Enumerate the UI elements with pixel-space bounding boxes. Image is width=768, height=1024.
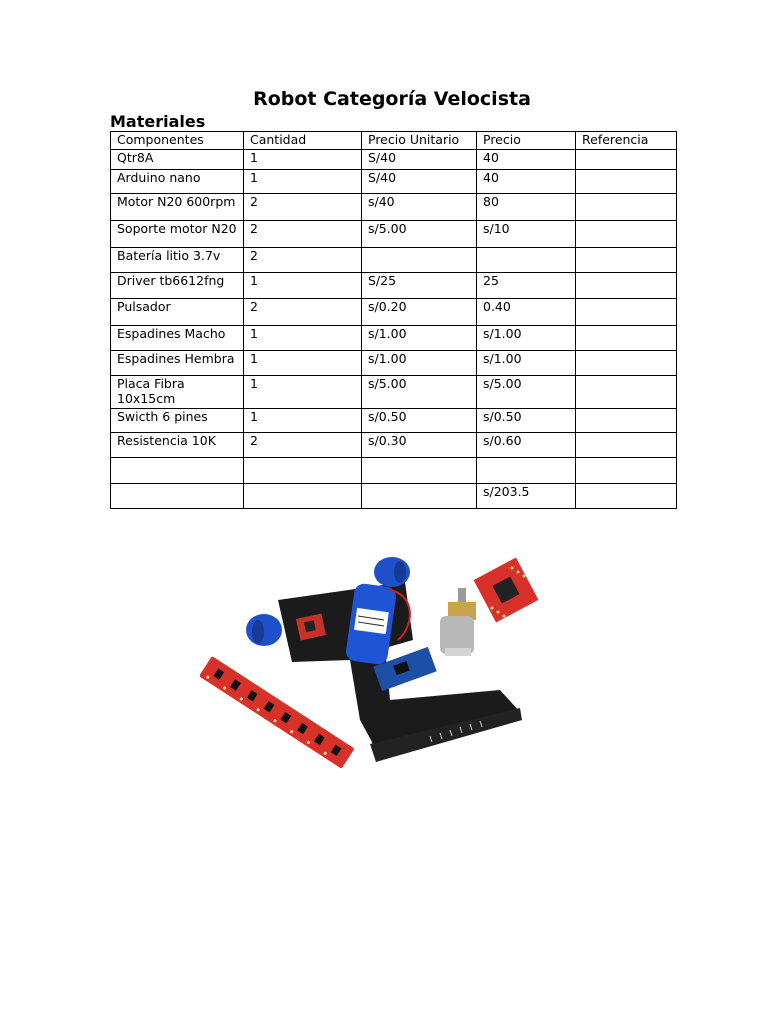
- cell-unitario: S/40: [362, 150, 477, 170]
- header-precio: Precio: [477, 132, 576, 150]
- cell-componente: Resistencia 10K: [111, 433, 244, 458]
- cell-unitario: s/5.00: [362, 221, 477, 248]
- cell-precio: s/5.00: [477, 376, 576, 409]
- cell-unitario: s/5.00: [362, 376, 477, 409]
- table-row: [111, 170, 677, 194]
- table-row: [111, 221, 677, 248]
- cell-cantidad: 1: [244, 326, 362, 351]
- cell-componente: Batería litio 3.7v: [111, 248, 244, 273]
- cell-cantidad: 2: [244, 194, 362, 221]
- cell-unitario: s/0.20: [362, 299, 477, 326]
- materials-table: [110, 131, 677, 509]
- cell-componente: Qtr8A: [111, 150, 244, 170]
- table-row: [111, 273, 677, 299]
- header-referencia: Referencia: [576, 132, 677, 150]
- cell-unitario: S/40: [362, 170, 477, 194]
- table-row: [111, 409, 677, 433]
- cell-precio: s/0.60: [477, 433, 576, 458]
- cell-componente: [111, 458, 244, 484]
- robot-kit-photo: [200, 530, 590, 830]
- cell-cantidad: [244, 458, 362, 484]
- cell-unitario: S/25: [362, 273, 477, 299]
- cell-referencia: [576, 150, 677, 170]
- table-row: [111, 299, 677, 326]
- cell-cantidad: 1: [244, 273, 362, 299]
- cell-referencia: [576, 376, 677, 409]
- section-heading: Materiales: [110, 112, 206, 131]
- cell-referencia: [576, 194, 677, 221]
- cell-referencia: [576, 409, 677, 433]
- cell-cantidad: 2: [244, 299, 362, 326]
- cell-cantidad: 1: [244, 170, 362, 194]
- header-componentes: Componentes: [111, 132, 244, 150]
- cell-cantidad: [244, 484, 362, 509]
- qtr8a-sensor-bar: [200, 656, 355, 769]
- cell-componente: Driver tb6612fng: [111, 273, 244, 299]
- cell-precio: s/1.00: [477, 351, 576, 376]
- cell-referencia: [576, 299, 677, 326]
- cell-precio: 40: [477, 150, 576, 170]
- cell-referencia: [576, 326, 677, 351]
- table-row: [111, 376, 677, 409]
- cell-referencia: [576, 484, 677, 509]
- cell-componente: Soporte motor N20: [111, 221, 244, 248]
- cell-cantidad: 1: [244, 150, 362, 170]
- cell-referencia: [576, 351, 677, 376]
- n20-gear-motor: [440, 588, 476, 656]
- table-total-row: [111, 484, 677, 509]
- cell-componente: Espadines Hembra: [111, 351, 244, 376]
- table-row: [111, 248, 677, 273]
- cell-unitario: [362, 458, 477, 484]
- cell-componente: Motor N20 600rpm: [111, 194, 244, 221]
- cell-componente: Swicth 6 pines: [111, 409, 244, 433]
- cell-precio: 25: [477, 273, 576, 299]
- cell-precio: [477, 248, 576, 273]
- document-title: Robot Categoría Velocista: [253, 88, 531, 110]
- cell-unitario: s/1.00: [362, 351, 477, 376]
- cell-precio: 0.40: [477, 299, 576, 326]
- table-row: [111, 458, 677, 484]
- cell-componente: [111, 484, 244, 509]
- cell-componente: Espadines Macho: [111, 326, 244, 351]
- header-cantidad: Cantidad: [244, 132, 362, 150]
- table-row: [111, 351, 677, 376]
- cell-componente: Placa Fibra 10x15cm: [111, 376, 244, 409]
- table-row: [111, 150, 677, 170]
- cell-unitario: [362, 248, 477, 273]
- cell-unitario: [362, 484, 477, 509]
- cell-precio: s/1.00: [477, 326, 576, 351]
- cell-precio: s/0.50: [477, 409, 576, 433]
- cell-cantidad: 2: [244, 433, 362, 458]
- cell-cantidad: 2: [244, 221, 362, 248]
- table-row: [111, 326, 677, 351]
- cell-referencia: [576, 221, 677, 248]
- cell-referencia: [576, 273, 677, 299]
- table-row: [111, 433, 677, 458]
- cell-referencia: [576, 433, 677, 458]
- cell-cantidad: 1: [244, 351, 362, 376]
- cell-cantidad: 1: [244, 376, 362, 409]
- cell-total-precio: s/203.5: [477, 484, 576, 509]
- table-row: [111, 194, 677, 221]
- cell-precio: s/10: [477, 221, 576, 248]
- cell-unitario: s/0.30: [362, 433, 477, 458]
- cell-componente: Arduino nano: [111, 170, 244, 194]
- cell-unitario: s/1.00: [362, 326, 477, 351]
- cell-cantidad: 1: [244, 409, 362, 433]
- cell-precio: 80: [477, 194, 576, 221]
- cell-referencia: [576, 248, 677, 273]
- cell-unitario: s/0.50: [362, 409, 477, 433]
- cell-precio: [477, 458, 576, 484]
- cell-unitario: s/40: [362, 194, 477, 221]
- cell-referencia: [576, 170, 677, 194]
- table-header-row: [111, 132, 677, 150]
- cell-referencia: [576, 458, 677, 484]
- header-precio-unitario: Precio Unitario: [362, 132, 477, 150]
- cell-precio: 40: [477, 170, 576, 194]
- cell-cantidad: 2: [244, 248, 362, 273]
- tb6612-driver-module: [474, 558, 539, 623]
- cell-componente: Pulsador: [111, 299, 244, 326]
